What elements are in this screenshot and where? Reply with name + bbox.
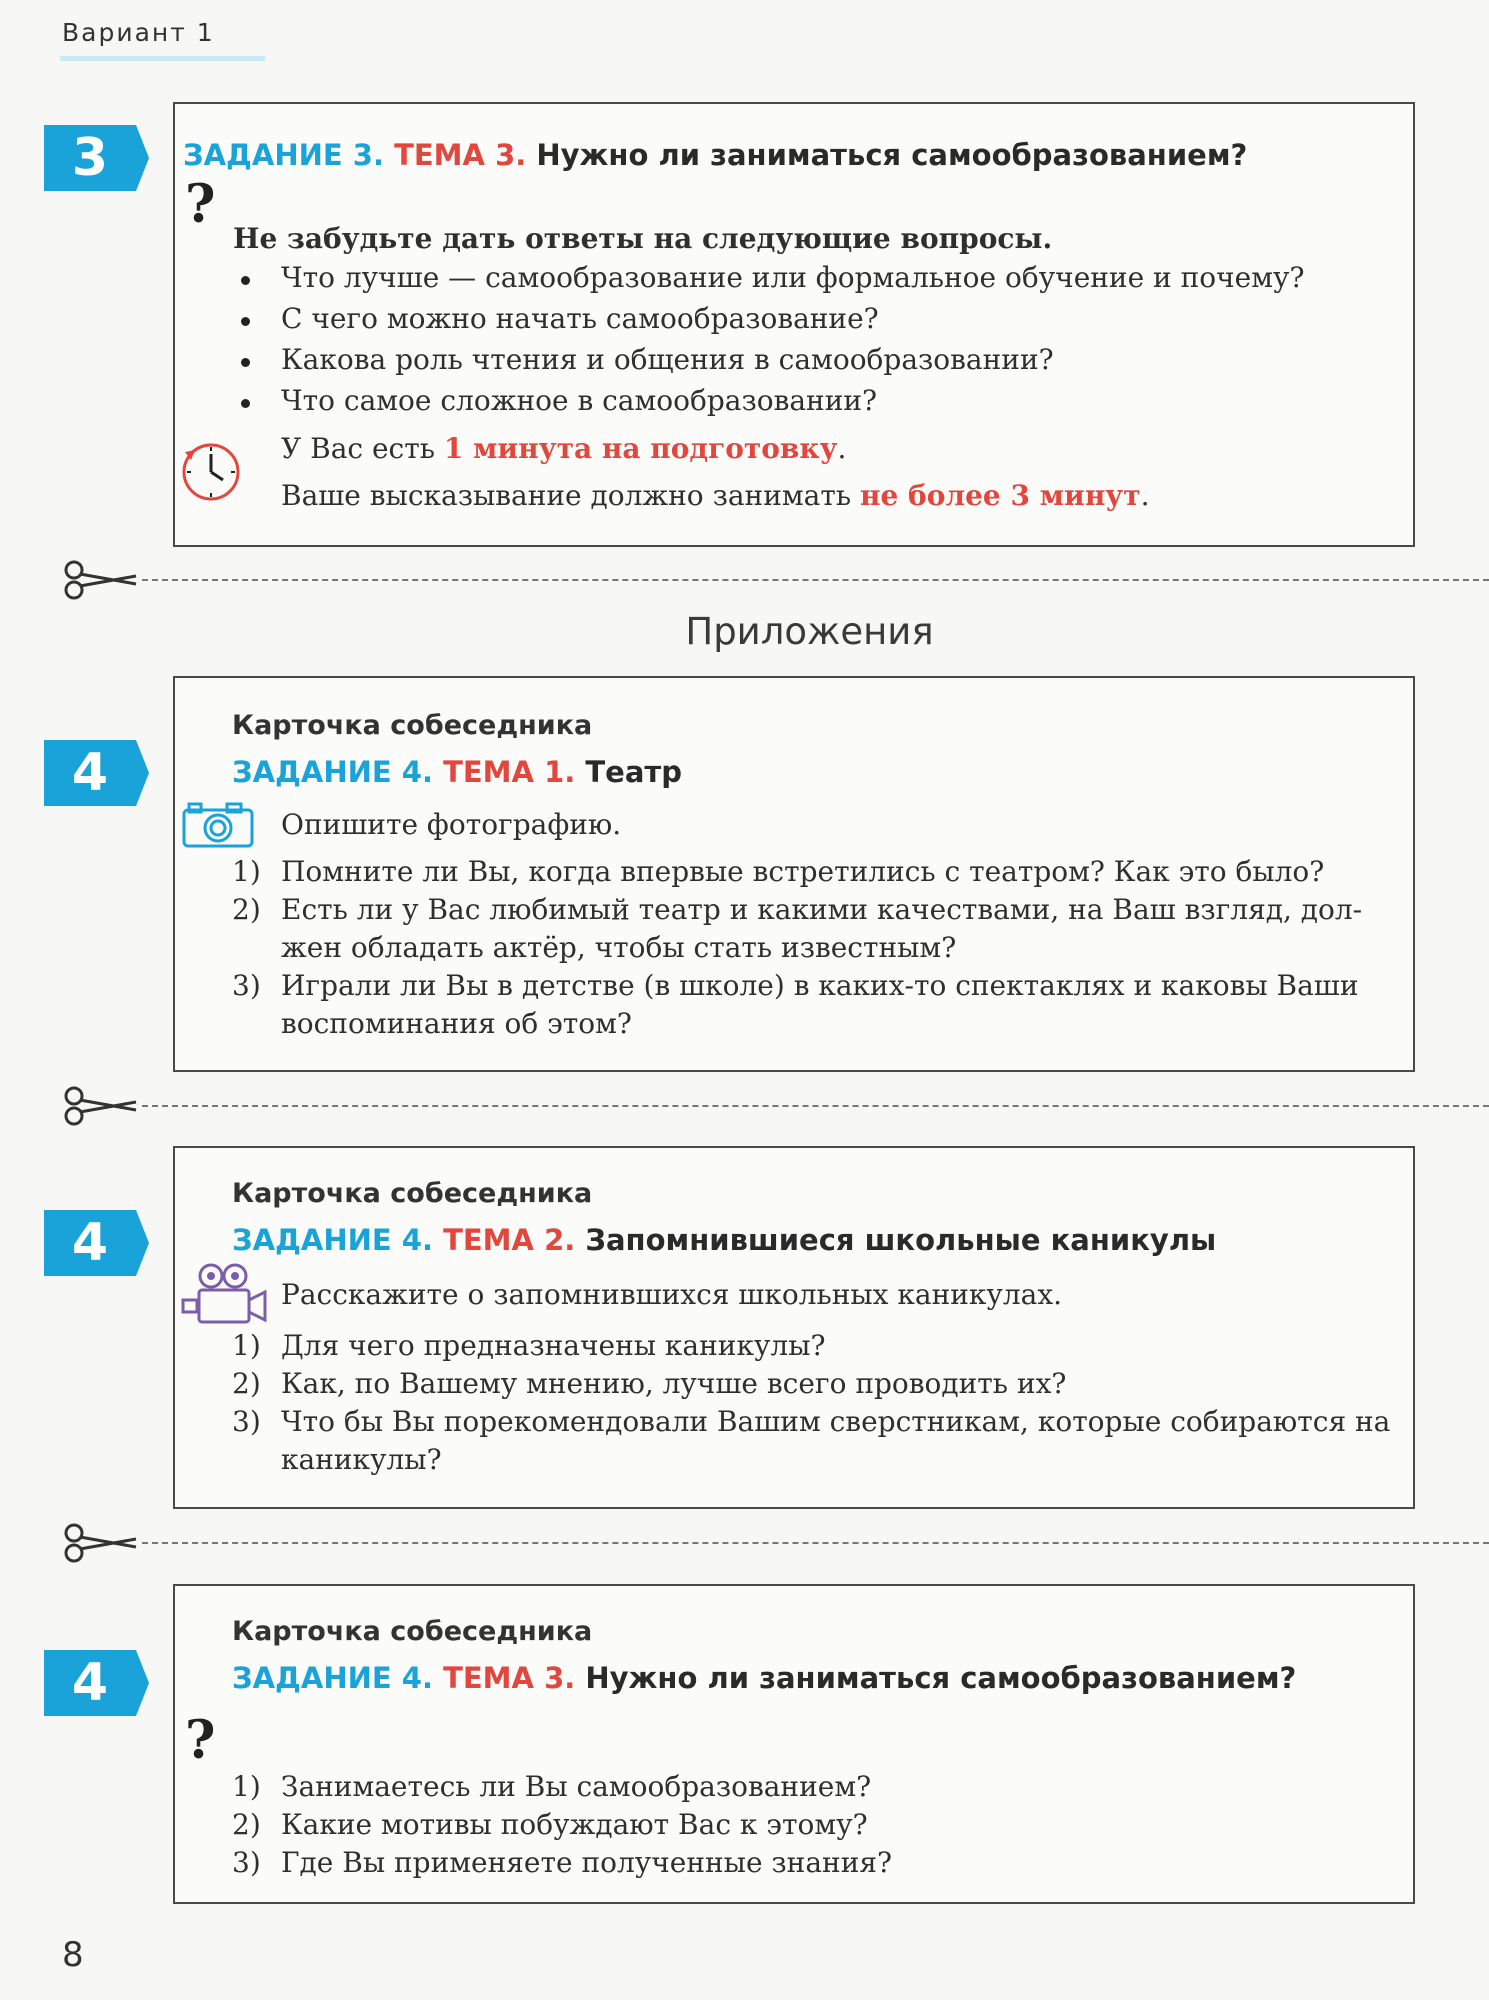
question-text: воспоминания об этом? <box>281 1007 632 1040</box>
question-text: Играли ли Вы в детстве (в школе) в каких-то спектаклях и каковы Ваши <box>281 969 1359 1002</box>
bullet-icon <box>241 317 250 326</box>
interlocutor-card-2 <box>173 1146 1415 1509</box>
question-number: 3) <box>232 1846 261 1879</box>
question-text: Что бы Вы порекомендовали Вашим сверстникам, которые собираются на <box>281 1405 1391 1438</box>
question-text: Где Вы применяете полученные знания? <box>281 1846 893 1879</box>
card-title: ЗАДАНИЕ 3. ТЕМА 3. Нужно ли заниматься самообразованием? <box>183 138 1248 172</box>
film-camera-icon <box>181 1260 269 1330</box>
question-text: жен обладать актёр, чтобы стать известным? <box>281 931 957 964</box>
bullet-icon <box>241 276 250 285</box>
question-icon: ? <box>185 174 216 235</box>
cut-line <box>62 1523 1489 1563</box>
variant-label: Вариант 1 <box>62 18 215 47</box>
cut-line <box>62 1086 1489 1126</box>
question-number: 2) <box>232 893 261 926</box>
card-title: ЗАДАНИЕ 4. ТЕМА 3. Нужно ли заниматься самообразованием? <box>232 1661 1297 1695</box>
list-item: С чего можно начать самообразование? <box>281 302 879 335</box>
task-number-badge: 4 <box>44 740 149 806</box>
camera-icon <box>181 800 255 850</box>
appendix-heading: Приложения <box>685 610 934 653</box>
question-text: Какие мотивы побуждают Вас к этому? <box>281 1808 868 1841</box>
prep-time-text: У Вас есть 1 минута на подготовку. <box>281 432 847 465</box>
question-text: каникулы? <box>281 1443 442 1476</box>
question-number: 3) <box>232 969 261 1002</box>
instruction-text: Расскажите о запомнившихся школьных каникулах. <box>281 1278 1063 1311</box>
card-header: Карточка собеседника <box>232 710 593 741</box>
scissors-icon <box>62 560 138 600</box>
prompt-text: Не забудьте дать ответы на следующие вопросы. <box>233 222 1053 255</box>
list-item: Что самое сложное в самообразовании? <box>281 384 878 417</box>
question-number: 2) <box>232 1808 261 1841</box>
task-number-badge: 4 <box>44 1650 149 1716</box>
question-text: Есть ли у Вас любимый театр и какими качествами, на Ваш взгляд, дол- <box>281 893 1363 926</box>
list-item: Какова роль чтения и общения в самообразовании? <box>281 343 1054 376</box>
question-number: 1) <box>232 855 261 888</box>
list-item: Что лучше — самообразование или формальное обучение и почему? <box>281 261 1305 294</box>
interlocutor-card-3 <box>173 1584 1415 1904</box>
card-header: Карточка собеседника <box>232 1616 593 1647</box>
card-header: Карточка собеседника <box>232 1178 593 1209</box>
question-number: 2) <box>232 1367 261 1400</box>
instruction-text: Опишите фотографию. <box>281 808 622 841</box>
task-number-badge: 3 <box>44 125 149 191</box>
bullet-icon <box>241 358 250 367</box>
card-title: ЗАДАНИЕ 4. ТЕМА 2. Запомнившиеся школьные каникулы <box>232 1223 1217 1257</box>
question-icon: ? <box>185 1710 216 1771</box>
time-limit-text: Ваше высказывание должно занимать не более 3 минут. <box>281 479 1150 512</box>
task-number-badge: 4 <box>44 1210 149 1276</box>
variant-underline <box>60 56 265 61</box>
task-card-3 <box>173 102 1415 547</box>
question-text: Как, по Вашему мнению, лучше всего проводить их? <box>281 1367 1067 1400</box>
scissors-icon <box>62 1523 138 1563</box>
card-title: ЗАДАНИЕ 4. ТЕМА 1. Театр <box>232 755 682 789</box>
page-number: 8 <box>62 1935 84 1975</box>
stopwatch-icon <box>177 436 245 504</box>
cut-line <box>62 560 1489 600</box>
question-number: 1) <box>232 1770 261 1803</box>
question-number: 1) <box>232 1329 261 1362</box>
question-text: Помните ли Вы, когда впервые встретились с театром? Как это было? <box>281 855 1325 888</box>
question-number: 3) <box>232 1405 261 1438</box>
scissors-icon <box>62 1086 138 1126</box>
question-text: Занимаетесь ли Вы самообразованием? <box>281 1770 872 1803</box>
bullet-icon <box>241 399 250 408</box>
question-text: Для чего предназначены каникулы? <box>281 1329 826 1362</box>
interlocutor-card-1 <box>173 676 1415 1072</box>
